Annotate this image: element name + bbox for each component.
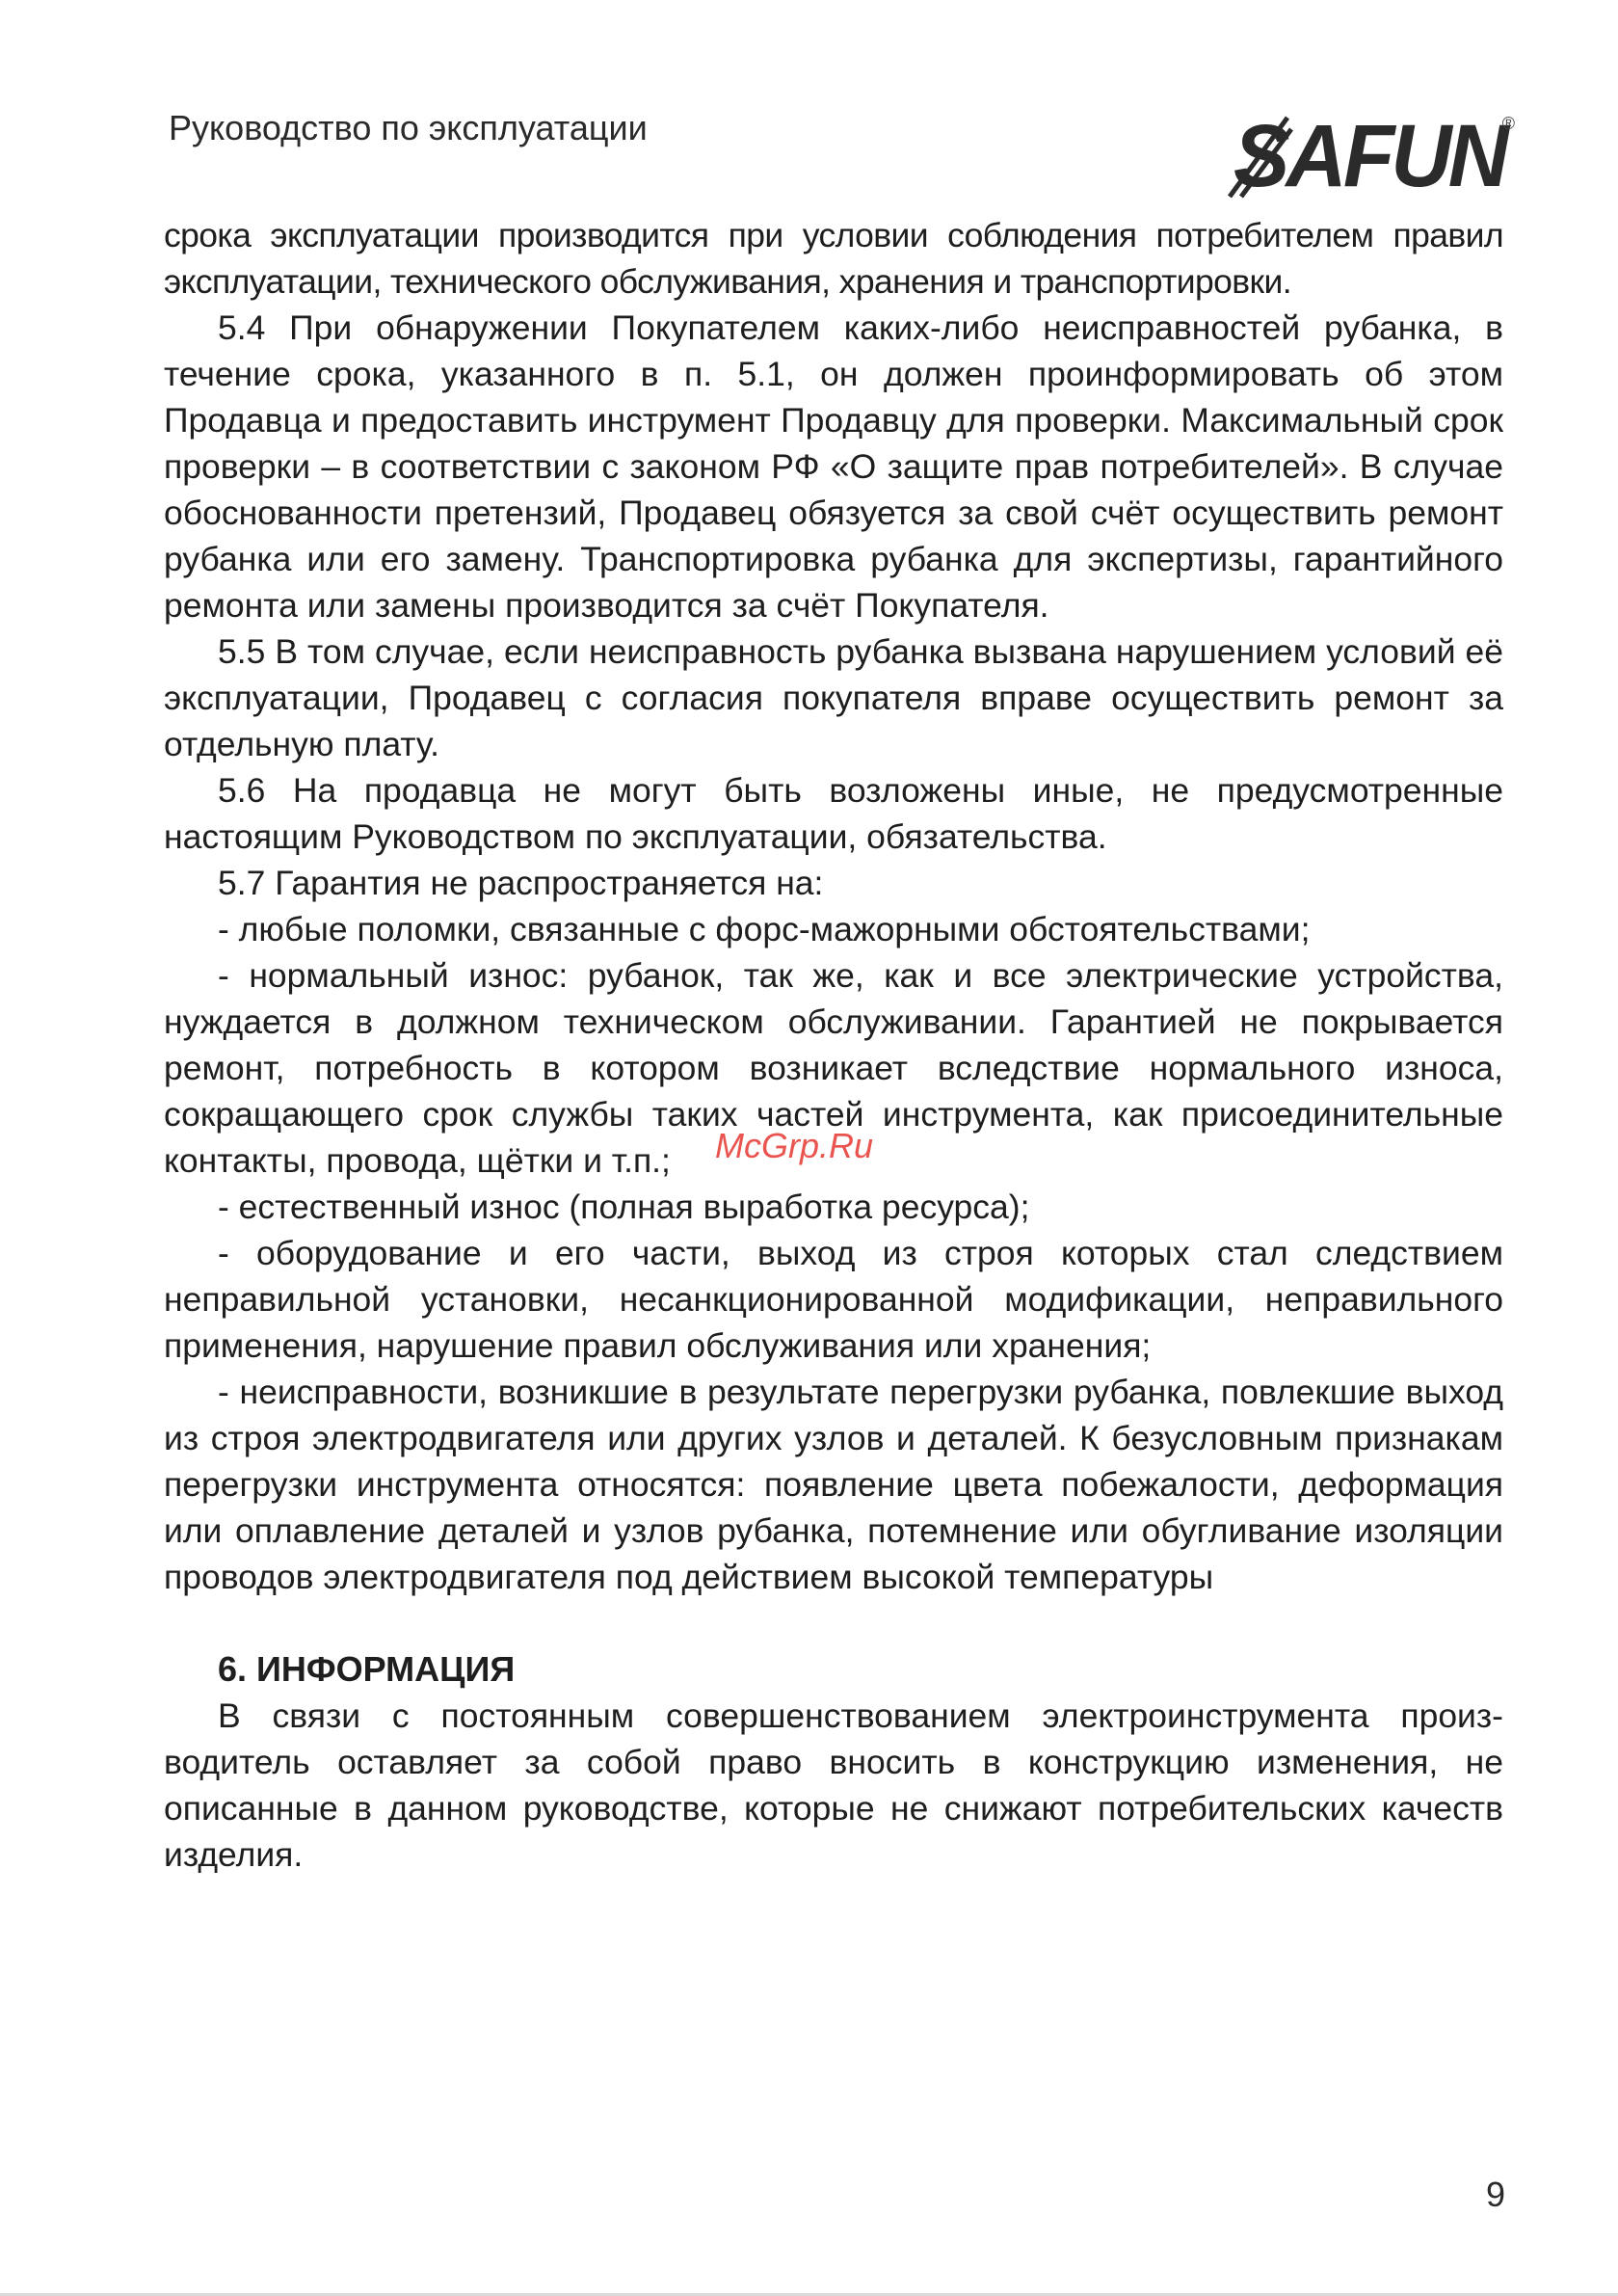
list-item-force-majeure: - любые поломки, связанные с форс-мажорными обстоятельствами; [218,910,1311,948]
paragraph-5-4: 5.4 При обнаружении Покупателем каких-либо неисправностей рубанка, в течение срока, указанного в п. 5.1, он должен проинформировать об этом Продавца и предоставить инструмент Продавцу для проверки. Максимальный срок проверки – в соответствии с законом РФ «О защите прав потребителей». В случае обоснованности претензий, Продавец обязуется за свой счёт осуществить ремонт рубанка или его замену. Транспортировка рубанка для экспертизы, гарантийного ремонта или замены производится за счёт Покупателя. [164,308,1503,625]
page-content [164,212,1503,1878]
list-item-normal-wear: - нормальный износ: рубанок, так же, как и все электрические устройства, нуждается в должном техническом обслуживании. Гарантией не покрывается ремонт, потребность в котором возникает вследствие нормального износа, сокращающего срок службы таких частей инструмента, как присоединительные контакты, провода, щётки и т.п.; [164,956,1503,1180]
section-spacer [164,1600,1503,1646]
safun-logo [1226,107,1515,205]
watermark: McGrp.Ru [715,1126,874,1165]
section-6-heading: 6. ИНФОРМАЦИЯ [218,1649,516,1689]
paragraph-continuation: срока эксплуатации производится при условии соблюдения потребителем правил эксплуатации, технического обслуживания, хранения и транспортировки. [164,216,1503,301]
list-item-overload: - неисправности, возникшие в результате перегрузки рубанка, повлекшие выход из строя электродвигателя или других узлов и деталей. К безусловным признакам перегрузки инструмента относятся: появление цвета побежалости, деформация или оплавление деталей и узлов рубанка, потемнение или обугливание изоляции проводов электродвигателя под действием высокой температуры [164,1373,1503,1596]
paragraph-5-7: 5.7 Гарантия не распространяется на: [218,864,824,902]
section-6-paragraph: В связи с постоянным совершенствованием электроинструмента производитель оставляет за собой право вносить в конструкцию изменения, не описанные в данном руководстве, которые не снижают потребительских качеств изделия. [164,1696,1503,1874]
registered-mark: ® [1501,114,1515,133]
paragraph-5-6: 5.6 На продавца не могут быть возложены иные, не предусмотренные настоящим Руководством по эксплуатации, обязательства. [164,771,1503,856]
logo-text: SAFUN [1233,107,1506,205]
list-item-natural-wear: - естественный износ (полная выработка ресурса); [218,1188,1030,1226]
page-header-title: Руководство по эксплуатации [169,108,648,147]
list-item-improper-use: - оборудование и его части, выход из строя которых стал следствием неправильной установки, несанкционированной модификации, неправильного применения, нарушение правил обслуживания или хранения; [164,1234,1503,1365]
page-number: 9 [1485,2175,1505,2214]
paragraph-5-5: 5.5 В том случае, если неисправность рубанка вызвана нарушением условий её эксплуатации, Продавец с согласия покупателя вправе осуществить ремонт за отдельную плату. [164,632,1503,763]
